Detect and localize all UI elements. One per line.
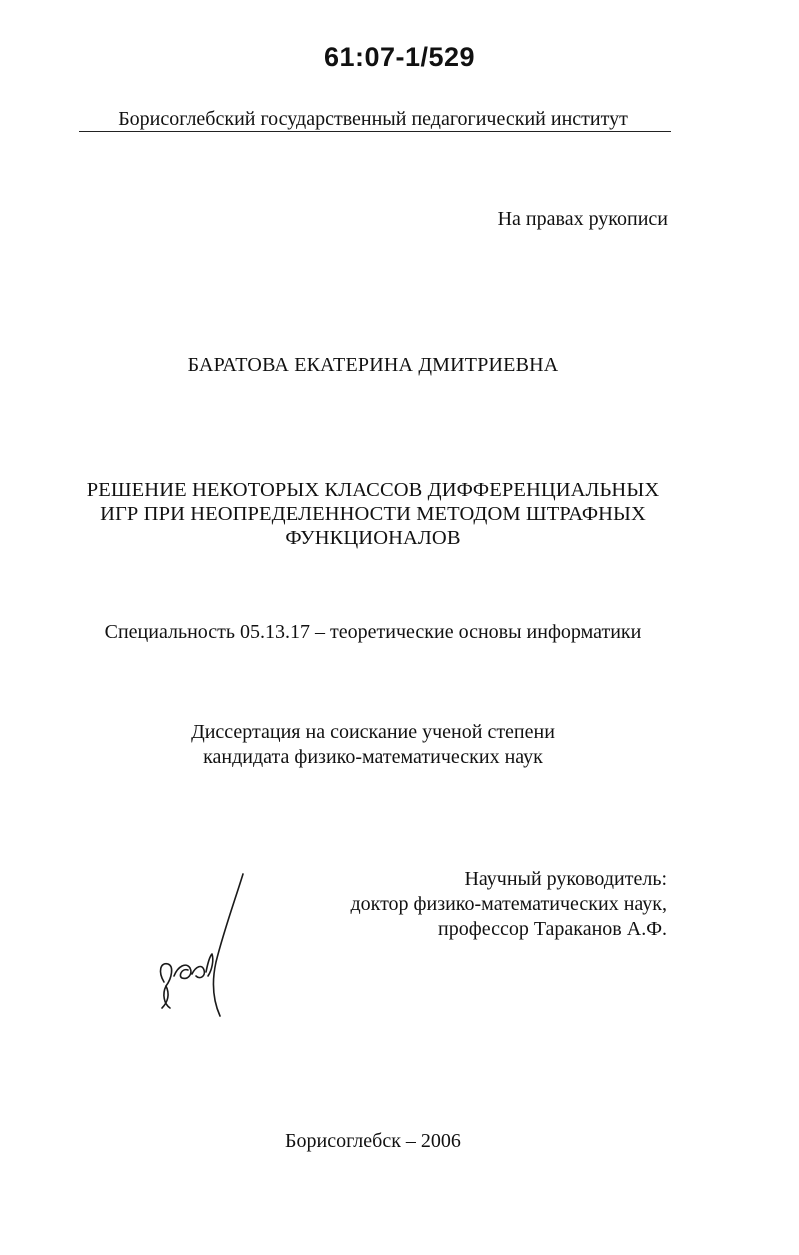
- title-line: ИГР ПРИ НЕОПРЕДЕЛЕННОСТИ МЕТОДОМ ШТРАФНЫХ: [100, 503, 646, 525]
- supervisor-degree: доктор физико-математических наук,: [350, 893, 667, 915]
- dissertation-title: [0, 478, 746, 550]
- handwritten-signature: [150, 870, 260, 1025]
- title-line: РЕШЕНИЕ НЕКОТОРЫХ КЛАССОВ ДИФФЕРЕНЦИАЛЬНЫХ: [86, 479, 660, 501]
- supervisor-block: [350, 867, 667, 942]
- title-line: ФУНКЦИОНАЛОВ: [285, 527, 461, 549]
- catalog-code: 61:07-1/529: [323, 42, 476, 72]
- institution-name: Борисоглебский государственный педагогический институт: [118, 108, 628, 130]
- degree-line: кандидата физико-математических наук: [203, 746, 543, 768]
- supervisor-heading: Научный руководитель:: [464, 868, 667, 890]
- institution-underline: [79, 131, 671, 132]
- degree-statement: [0, 720, 746, 770]
- city-year: Борисоглебск – 2006: [285, 1130, 461, 1152]
- supervisor-name: профессор Тараканов А.Ф.: [438, 918, 667, 940]
- author-name: БАРАТОВА ЕКАТЕРИНА ДМИТРИЕВНА: [187, 354, 559, 376]
- rights-note: На правах рукописи: [497, 208, 668, 230]
- degree-line: Диссертация на соискание ученой степени: [191, 721, 555, 743]
- specialty: Специальность 05.13.17 – теоретические основы информатики: [104, 621, 642, 643]
